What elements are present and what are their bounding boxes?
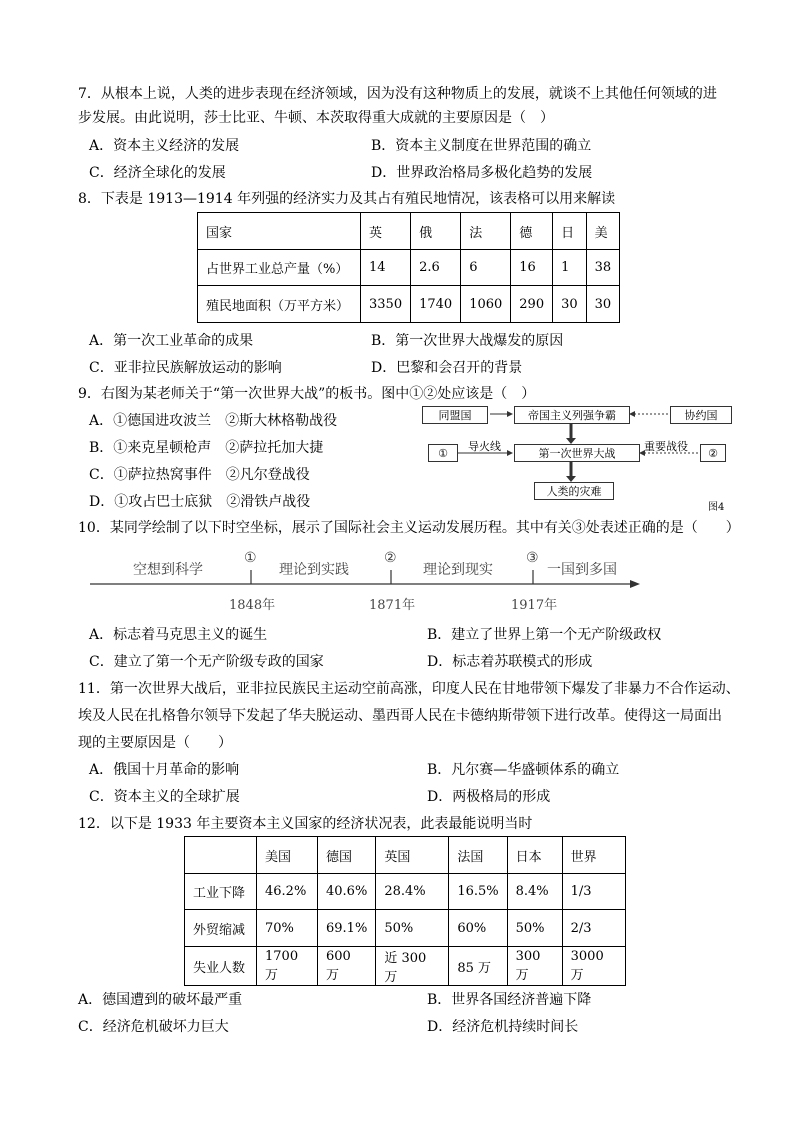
q8-cell: 2.6 bbox=[411, 250, 461, 286]
stage-3: 理论到现实 bbox=[423, 562, 493, 578]
q12-cell: 8.4% bbox=[507, 874, 562, 910]
q11-stem-line2: 埃及人民在扎格鲁尔领导下发起了华夫脱运动、墨西哥人民在卡德纳斯带领下进行改革。使得这一局面出 bbox=[78, 708, 722, 724]
q12-cell: 300 万 bbox=[507, 947, 562, 986]
q8-table bbox=[197, 212, 620, 323]
rivalry-box: 帝国主义列强争霸 bbox=[514, 406, 630, 424]
q10-timeline bbox=[0, 540, 794, 620]
q10-option-b[interactable]: B．建立了世界上第一个无产阶级政权 bbox=[427, 627, 662, 643]
q12-cell: 69.1% bbox=[318, 910, 376, 947]
q11-stem-line3: 现的主要原因是（ ） bbox=[78, 735, 232, 751]
q8-cell: 美 bbox=[586, 213, 620, 250]
q8-cell: 290 bbox=[511, 286, 553, 323]
q9-option-a[interactable]: A．①德国进攻波兰 ②斯大林格勒战役 bbox=[89, 413, 338, 429]
q8-option-b[interactable]: B．第一次世界大战爆发的原因 bbox=[371, 333, 564, 349]
q12-option-a[interactable]: A．德国遭到的破坏最严重 bbox=[78, 992, 243, 1008]
q9-stem: 9．右图为某老师关于“第一次世界大战”的板书。图中①②处应该是（ ） bbox=[78, 386, 536, 402]
q11-option-b[interactable]: B．凡尔赛—华盛顿体系的确立 bbox=[427, 762, 620, 778]
q12-table-row bbox=[185, 947, 626, 986]
q12-cell: 法国 bbox=[449, 837, 507, 874]
q12-cell bbox=[185, 837, 257, 874]
stage-1: 空想到科学 bbox=[133, 562, 203, 578]
q7-stem-line2: 步发展。由此说明，莎士比亚、牛顿、本茨取得重大成就的主要原因是（ ） bbox=[78, 110, 554, 126]
q8-option-c[interactable]: C．亚非拉民族解放运动的影响 bbox=[89, 360, 282, 376]
q9-option-c[interactable]: C．①萨拉热窝事件 ②凡尔登战役 bbox=[89, 467, 310, 483]
q12-cell: 28.4% bbox=[376, 874, 449, 910]
q12-cell: 600 万 bbox=[318, 947, 376, 986]
q8-stem: 8．下表是 1913—1914 年列强的经济实力及其占有殖民地情况，该表格可以用来解读 bbox=[78, 191, 616, 207]
q12-cell: 英国 bbox=[376, 837, 449, 874]
q8-table-row bbox=[198, 250, 620, 286]
q12-cell: 德国 bbox=[318, 837, 376, 874]
q12-cell: 失业人数 bbox=[185, 947, 257, 986]
q12-cell: 2/3 bbox=[562, 910, 625, 947]
slot1-box: ① bbox=[428, 444, 458, 462]
q8-cell: 3350 bbox=[361, 286, 411, 323]
q11-stem-line1: 11．第一次世界大战后，亚非拉民族民主运动空前高涨，印度人民在甘地带领下爆发了非暴力不合作运动、 bbox=[78, 681, 740, 697]
q12-cell: 1700 万 bbox=[257, 947, 318, 986]
q8-cell: 殖民地面积（万平方米） bbox=[198, 286, 361, 323]
q7-stem-line1: 7．从根本上说，人类的进步表现在经济领域，因为没有这种物质上的发展，就谈不上其他任何领域的进 bbox=[78, 86, 717, 102]
q12-option-d[interactable]: D．经济危机持续时间长 bbox=[427, 1019, 579, 1035]
q12-cell: 3000 万 bbox=[562, 947, 625, 986]
q8-cell: 1 bbox=[553, 250, 587, 286]
battle-label: 重要战役 bbox=[644, 440, 688, 453]
disaster-box: 人类的灾难 bbox=[534, 482, 614, 500]
marker-1: ① bbox=[244, 550, 257, 566]
q12-cell: 外贸缩减 bbox=[185, 910, 257, 947]
q12-cell: 70% bbox=[257, 910, 318, 947]
q8-cell: 英 bbox=[361, 213, 411, 250]
q10-option-d[interactable]: D．标志着苏联模式的形成 bbox=[427, 654, 593, 670]
q12-cell: 工业下降 bbox=[185, 874, 257, 910]
q12-option-c[interactable]: C．经济危机破坏力巨大 bbox=[78, 1019, 229, 1035]
q12-cell: 16.5% bbox=[449, 874, 507, 910]
q12-table bbox=[184, 836, 626, 986]
q11-option-d[interactable]: D．两极格局的形成 bbox=[427, 789, 551, 805]
q8-cell: 14 bbox=[361, 250, 411, 286]
q9-option-d[interactable]: D．①攻占巴士底狱 ②滑铁卢战役 bbox=[89, 494, 311, 510]
q12-stem: 12．以下是 1933 年主要资本主义国家的经济状况表，此表最能说明当时 bbox=[78, 816, 533, 832]
q12-cell: 46.2% bbox=[257, 874, 318, 910]
q12-cell: 美国 bbox=[257, 837, 318, 874]
q8-cell: 国家 bbox=[198, 213, 361, 250]
q12-table-row bbox=[185, 837, 626, 874]
year-3: 1917年 bbox=[511, 598, 558, 613]
stage-2: 理论到实践 bbox=[279, 562, 349, 578]
q8-table-row bbox=[198, 213, 620, 250]
war-box: 第一次世界大战 bbox=[514, 444, 640, 462]
q12-cell: 50% bbox=[507, 910, 562, 947]
entente-box: 协约国 bbox=[670, 406, 732, 424]
q11-option-c[interactable]: C．资本主义的全球扩展 bbox=[89, 789, 240, 805]
q7-option-a[interactable]: A．资本主义经济的发展 bbox=[89, 138, 240, 154]
q10-stem: 10．某同学绘制了以下时空坐标，展示了国际社会主义运动发展历程。其中有关③处表述正确的是（ ） bbox=[78, 520, 740, 536]
q12-cell: 85 万 bbox=[449, 947, 507, 986]
marker-3: ③ bbox=[526, 550, 539, 566]
q12-table-row bbox=[185, 874, 626, 910]
q12-option-b[interactable]: B．世界各国经济普遍下降 bbox=[427, 992, 592, 1008]
q8-cell: 法 bbox=[461, 213, 511, 250]
q8-cell: 日 bbox=[553, 213, 587, 250]
stage-4: 一国到多国 bbox=[547, 562, 617, 578]
q8-cell: 德 bbox=[511, 213, 553, 250]
q8-option-a[interactable]: A．第一次工业革命的成果 bbox=[89, 333, 254, 349]
q8-cell: 占世界工业总产量（%） bbox=[198, 250, 361, 286]
marker-2: ② bbox=[384, 550, 397, 566]
q8-cell: 1740 bbox=[411, 286, 461, 323]
q9-option-b[interactable]: B．①来克星顿枪声 ②萨拉托加大捷 bbox=[89, 440, 324, 456]
q8-cell: 30 bbox=[586, 286, 620, 323]
slot2-box: ② bbox=[700, 444, 726, 462]
q12-cell: 1/3 bbox=[562, 874, 625, 910]
diagram-caption: 图4 bbox=[708, 502, 725, 513]
q8-cell: 1060 bbox=[461, 286, 511, 323]
q10-option-c[interactable]: C．建立了第一个无产阶级专政的国家 bbox=[89, 654, 324, 670]
q10-option-a[interactable]: A．标志着马克思主义的诞生 bbox=[89, 627, 268, 643]
year-2: 1871年 bbox=[369, 598, 416, 613]
q12-cell: 40.6% bbox=[318, 874, 376, 910]
year-1: 1848年 bbox=[229, 598, 276, 613]
q11-option-a[interactable]: A．俄国十月革命的影响 bbox=[89, 762, 240, 778]
q12-cell: 60% bbox=[449, 910, 507, 947]
q8-cell: 38 bbox=[586, 250, 620, 286]
q8-table-row bbox=[198, 286, 620, 323]
q12-cell: 日本 bbox=[507, 837, 562, 874]
fuse-label: 导火线 bbox=[468, 440, 501, 453]
q9-diagram bbox=[418, 402, 734, 512]
q8-cell: 俄 bbox=[411, 213, 461, 250]
q8-cell: 6 bbox=[461, 250, 511, 286]
q7-option-d[interactable]: D．世界政治格局多极化趋势的发展 bbox=[371, 165, 593, 181]
q12-table-row bbox=[185, 910, 626, 947]
q7-option-b[interactable]: B．资本主义制度在世界范围的确立 bbox=[371, 138, 592, 154]
q12-cell: 近 300 万 bbox=[376, 947, 449, 986]
q8-option-d[interactable]: D．巴黎和会召开的背景 bbox=[371, 360, 523, 376]
q7-option-c[interactable]: C．经济全球化的发展 bbox=[89, 165, 226, 181]
q8-cell: 30 bbox=[553, 286, 587, 323]
alliance-box: 同盟国 bbox=[422, 406, 488, 424]
q12-cell: 50% bbox=[376, 910, 449, 947]
q8-cell: 16 bbox=[511, 250, 553, 286]
q12-cell: 世界 bbox=[562, 837, 625, 874]
